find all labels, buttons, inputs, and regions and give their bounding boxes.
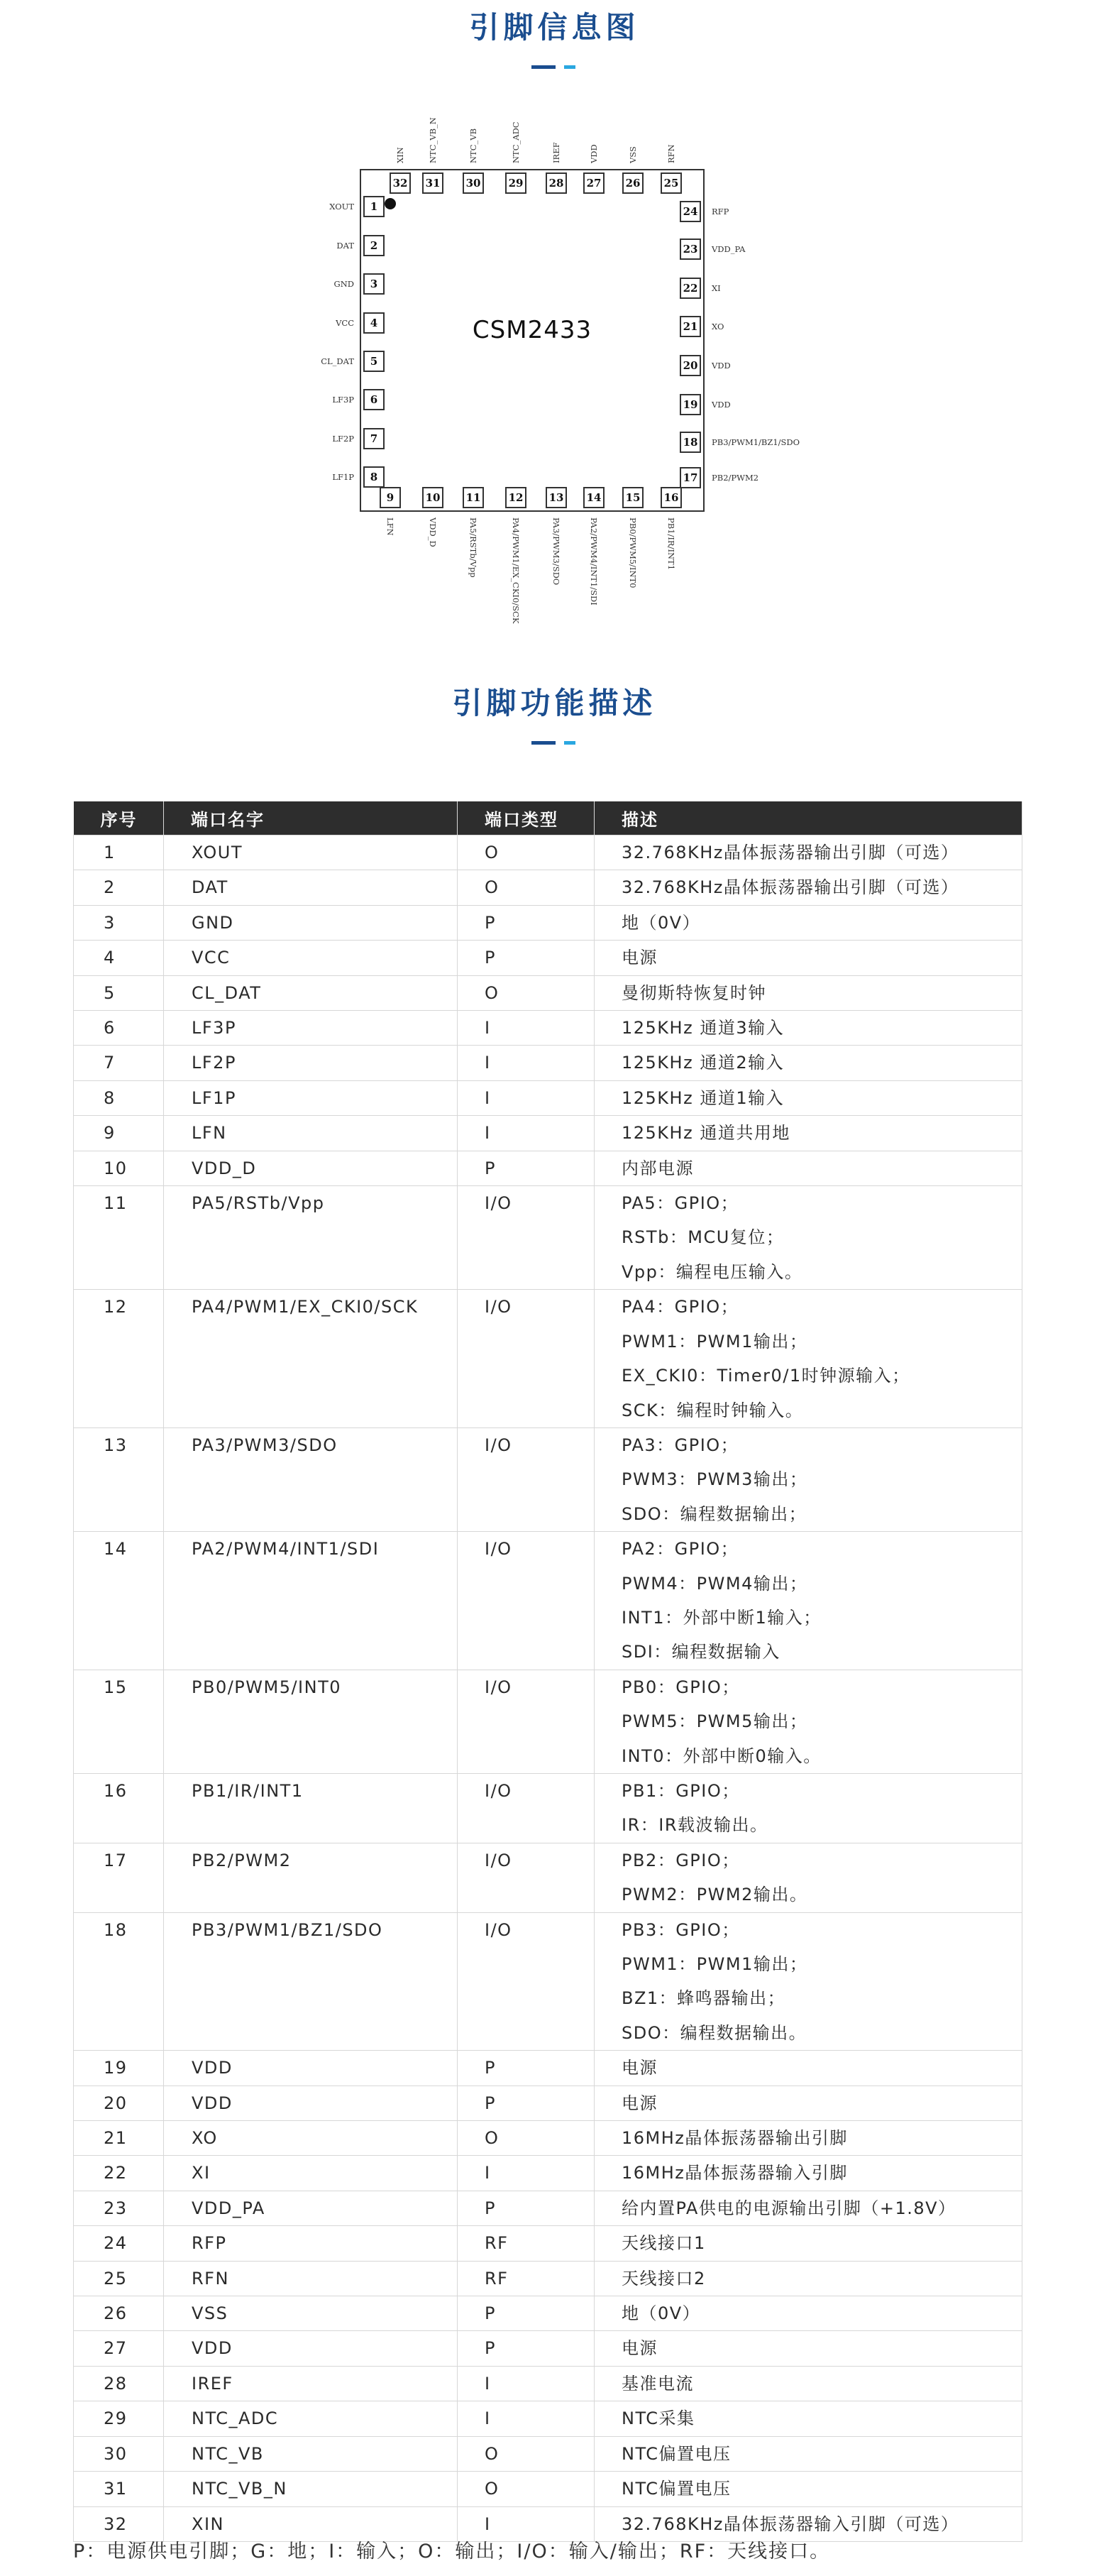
description-line: 32.768KHz晶体振荡器输入引脚（可选） [622, 2514, 959, 2534]
description-cell [595, 1151, 1022, 1185]
description-line: 125KHz 通道1输入 [622, 1087, 785, 1108]
pin-label: LF2P [332, 434, 354, 444]
pin-number-cell: 15 [74, 1670, 164, 1773]
description-line: 电源 [622, 2093, 658, 2113]
pin-number-box: 20 [680, 355, 701, 376]
header-name: 端口名字 [164, 801, 458, 835]
table-row [74, 905, 1022, 940]
port-type-cell: I [458, 2506, 595, 2541]
port-type-cell: I/O [458, 1532, 595, 1670]
table-row [74, 1290, 1022, 1428]
title-underline-light-2 [564, 741, 575, 745]
port-name-cell: LF1P [164, 1080, 458, 1115]
port-name-cell: RFN [164, 2261, 458, 2296]
type-legend: P：电源供电引脚；G：地；I：输入；O：输出；I/O：输入/输出；RF：天线接口。 [73, 2541, 831, 2563]
table-row [74, 2401, 1022, 2436]
pin-function-table [73, 801, 1022, 2542]
description-cell [595, 2121, 1022, 2156]
port-name-cell: PA3/PWM3/SDO [164, 1427, 458, 1531]
port-name-cell: LF3P [164, 1011, 458, 1046]
port-type-cell: P [458, 2191, 595, 2225]
description-cell [595, 2226, 1022, 2261]
pin-label: PB1/IR/INT1 [666, 517, 676, 571]
description-line: 125KHz 通道共用地 [622, 1123, 790, 1144]
pin-label: XO [712, 322, 724, 331]
port-type-cell: RF [458, 2226, 595, 2261]
port-name-cell: VSS [164, 2296, 458, 2331]
port-name-cell: XI [164, 2156, 458, 2191]
port-type-cell: I [458, 1080, 595, 1115]
table-row [74, 2296, 1022, 2331]
port-type-cell: P [458, 2296, 595, 2331]
pin-number-cell: 5 [74, 975, 164, 1010]
table-row [74, 2191, 1022, 2225]
pin-number-box: 4 [363, 312, 385, 334]
port-type-cell: P [458, 941, 595, 975]
description-line: PWM1：PWM1输出； [622, 1331, 808, 1352]
table-header-row [74, 801, 1022, 835]
description-cell [595, 2051, 1022, 2086]
pin-number-cell: 19 [74, 2051, 164, 2086]
port-type-cell: P [458, 1151, 595, 1185]
port-type-cell: O [458, 870, 595, 905]
description-line: PWM4：PWM4输出； [622, 1573, 808, 1594]
description-cell [595, 2086, 1022, 2120]
description-line: 天线接口2 [622, 2268, 706, 2289]
description-line: PB2：GPIO； [622, 1850, 740, 1870]
header-desc: 描述 [595, 801, 1022, 835]
pin-number-cell: 26 [74, 2296, 164, 2331]
table-row [74, 1011, 1022, 1046]
port-type-cell: I/O [458, 1773, 595, 1843]
port-type-cell: I/O [458, 1843, 595, 1912]
pin-number-box: 25 [661, 172, 682, 194]
description-line: 给内置PA供电的电源输出引脚（+1.8V） [622, 2198, 956, 2218]
description-line: PA4：GPIO； [622, 1297, 739, 1317]
pin-number-box: 16 [661, 487, 682, 508]
description-line: IR：IR载波输出。 [622, 1815, 768, 1836]
table-row [74, 1773, 1022, 1843]
pin-label: LFN [385, 517, 395, 536]
pin-number-box: 26 [622, 172, 644, 194]
pin-number-box: 29 [505, 172, 526, 194]
pin-number-cell: 10 [74, 1151, 164, 1185]
description-line: 基准电流 [622, 2373, 694, 2394]
pin-label: RFN [666, 144, 676, 163]
description-line: 16MHz晶体振荡器输入引脚 [622, 2163, 848, 2183]
table-row [74, 835, 1022, 870]
pin-label: PA5/RSTb/Vpp [468, 517, 478, 578]
pin-diagram-title: 引脚信息图 [469, 10, 640, 45]
description-line: PWM5：PWM5输出； [622, 1711, 808, 1732]
description-line: SDO：编程数据输出； [622, 1503, 807, 1524]
pin-number-cell: 20 [74, 2086, 164, 2120]
port-name-cell: PA2/PWM4/INT1/SDI [164, 1532, 458, 1670]
chip-pinout-diagram [0, 0, 1109, 639]
description-cell [595, 975, 1022, 1010]
pin-label: RFP [712, 207, 729, 217]
pin-table-title: 引脚功能描述 [452, 686, 657, 720]
table-row [74, 2436, 1022, 2471]
table-row [74, 2051, 1022, 2086]
pin-number-cell: 12 [74, 1290, 164, 1428]
port-name-cell: XIN [164, 2506, 458, 2541]
description-line: PB1：GPIO； [622, 1780, 740, 1801]
description-line: PA2：GPIO； [622, 1539, 739, 1560]
port-name-cell: NTC_ADC [164, 2401, 458, 2436]
description-line: 电源 [622, 2338, 658, 2359]
port-name-cell: VDD [164, 2331, 458, 2366]
description-line: 地（0V） [622, 912, 701, 933]
pin1-marker-dot [385, 198, 396, 209]
port-type-cell: P [458, 2331, 595, 2366]
pin-label: DAT [336, 241, 354, 251]
pin-number-cell: 2 [74, 870, 164, 905]
description-line: BZ1：蜂鸣器输出； [622, 1988, 786, 2009]
port-type-cell: O [458, 2436, 595, 2471]
pin-number-cell: 23 [74, 2191, 164, 2225]
description-cell [595, 2331, 1022, 2366]
description-cell [595, 1843, 1022, 1912]
pin-number-cell: 1 [74, 835, 164, 870]
description-line: RSTb：MCU复位； [622, 1227, 785, 1248]
description-line: SCK：编程时钟输入。 [622, 1400, 804, 1420]
port-name-cell: NTC_VB_N [164, 2472, 458, 2506]
port-type-cell: O [458, 835, 595, 870]
pin-label: VDD [712, 361, 731, 371]
pin-number-cell: 21 [74, 2121, 164, 2156]
port-name-cell: LFN [164, 1116, 458, 1151]
pin-number-box: 32 [390, 172, 411, 194]
pin-number-box: 11 [463, 487, 484, 508]
port-type-cell: I [458, 2156, 595, 2191]
description-cell [595, 870, 1022, 905]
port-name-cell: LF2P [164, 1046, 458, 1080]
pin-label: LF1P [332, 472, 354, 482]
pin-number-box: 23 [680, 239, 701, 260]
pin-number-cell: 31 [74, 2472, 164, 2506]
pin-label: NTC_VB [468, 128, 478, 163]
pin-label: VCC [336, 318, 354, 328]
description-cell [595, 2472, 1022, 2506]
pin-number-box: 17 [680, 467, 701, 488]
description-line: SDO：编程数据输出。 [622, 2022, 807, 2043]
pin-number-cell: 11 [74, 1186, 164, 1290]
port-name-cell: VDD [164, 2086, 458, 2120]
pin-number-box: 6 [363, 389, 385, 410]
description-cell [595, 1773, 1022, 1843]
table-row [74, 2226, 1022, 2261]
pin-number-box: 5 [363, 351, 385, 372]
pin-label: PA3/PWM3/SDO [551, 517, 561, 586]
description-cell [595, 1046, 1022, 1080]
port-type-cell: P [458, 2086, 595, 2120]
table-row [74, 2366, 1022, 2401]
pin-number-box: 10 [422, 487, 443, 508]
pin-label: VDD_PA [712, 244, 746, 254]
description-line: 32.768KHz晶体振荡器输出引脚（可选） [622, 843, 959, 862]
pin-number-box: 30 [463, 172, 484, 194]
description-cell [595, 1116, 1022, 1151]
description-cell [595, 1912, 1022, 2051]
header-type: 端口类型 [458, 801, 595, 835]
table-row [74, 2331, 1022, 2366]
pin-label: XI [712, 283, 721, 293]
description-cell [595, 1290, 1022, 1428]
port-type-cell: I/O [458, 1427, 595, 1531]
description-cell [595, 2436, 1022, 2471]
pin-label: XOUT [329, 202, 354, 212]
table-row [74, 975, 1022, 1010]
port-type-cell: I/O [458, 1186, 595, 1290]
table-row [74, 1843, 1022, 1912]
pin-number-box: 9 [380, 487, 401, 508]
pin-label: VSS [628, 146, 638, 163]
pin-number-cell: 7 [74, 1046, 164, 1080]
pin-number-box: 8 [363, 466, 385, 488]
description-cell [595, 905, 1022, 940]
description-line: PA5：GPIO； [622, 1193, 739, 1214]
chip-name: CSM2433 [472, 316, 592, 344]
port-type-cell: P [458, 2051, 595, 2086]
pin-label: VDD [589, 144, 599, 163]
pin-number-cell: 17 [74, 1843, 164, 1912]
pin-label: XIN [395, 147, 405, 163]
pin-number-cell: 29 [74, 2401, 164, 2436]
port-name-cell: CL_DAT [164, 975, 458, 1010]
description-cell [595, 941, 1022, 975]
description-cell [595, 2366, 1022, 2401]
pin-number-cell: 13 [74, 1427, 164, 1531]
description-cell [595, 2156, 1022, 2191]
description-line: 32.768KHz晶体振荡器输出引脚（可选） [622, 877, 959, 898]
header-no: 序号 [74, 801, 164, 835]
description-line: INT0：外部中断0输入。 [622, 1745, 822, 1766]
pin-number-cell: 3 [74, 905, 164, 940]
description-line: PB3：GPIO； [622, 1919, 740, 1940]
pin-number-box: 7 [363, 428, 385, 449]
description-line: 天线接口1 [622, 2233, 706, 2254]
pin-label: VDD_D [428, 517, 438, 547]
port-type-cell: I [458, 2401, 595, 2436]
pin-number-box: 1 [363, 196, 385, 217]
description-line: NTC偏置电压 [622, 2479, 732, 2499]
description-cell [595, 1186, 1022, 1290]
pin-number-cell: 24 [74, 2226, 164, 2261]
pin-number-cell: 30 [74, 2436, 164, 2471]
port-name-cell: DAT [164, 870, 458, 905]
pin-label: PB3/PWM1/BZ1/SDO [712, 437, 800, 447]
port-type-cell: I [458, 1011, 595, 1046]
description-line: 125KHz 通道3输入 [622, 1018, 785, 1038]
port-type-cell: I [458, 2366, 595, 2401]
description-line: INT1：外部中断1输入； [622, 1607, 822, 1628]
pin-number-box: 24 [680, 201, 701, 222]
description-cell [595, 2191, 1022, 2225]
description-line: NTC偏置电压 [622, 2443, 732, 2464]
pin-number-box: 13 [546, 487, 567, 508]
table-body [74, 835, 1022, 2542]
table-row [74, 1116, 1022, 1151]
pin-label: NTC_VB_N [428, 117, 438, 163]
port-name-cell: PB1/IR/INT1 [164, 1773, 458, 1843]
port-type-cell: O [458, 2472, 595, 2506]
description-line: PWM3：PWM3输出； [622, 1469, 808, 1490]
description-line: 125KHz 通道2输入 [622, 1053, 785, 1073]
port-name-cell: PB3/PWM1/BZ1/SDO [164, 1912, 458, 2051]
port-name-cell: VDD [164, 2051, 458, 2086]
description-cell [595, 1427, 1022, 1531]
description-line: PWM2：PWM2输出。 [622, 1885, 808, 1905]
pin-number-cell: 28 [74, 2366, 164, 2401]
pin-number-box: 18 [680, 432, 701, 453]
pin-number-cell: 8 [74, 1080, 164, 1115]
table-row [74, 1151, 1022, 1185]
port-name-cell: PA5/RSTb/Vpp [164, 1186, 458, 1290]
port-name-cell: PA4/PWM1/EX_CKI0/SCK [164, 1290, 458, 1428]
description-line: Vpp：编程电压输入。 [622, 1261, 803, 1282]
description-line: 电源 [622, 2058, 658, 2078]
description-cell [595, 1670, 1022, 1773]
port-type-cell: I/O [458, 1670, 595, 1773]
pin-label: CL_DAT [321, 356, 354, 366]
port-type-cell: RF [458, 2261, 595, 2296]
pin-number-box: 14 [583, 487, 605, 508]
pin-label: PB2/PWM2 [712, 473, 759, 483]
port-name-cell: XOUT [164, 835, 458, 870]
pin-label: GND [333, 279, 354, 289]
port-name-cell: VCC [164, 941, 458, 975]
port-name-cell: NTC_VB [164, 2436, 458, 2471]
description-cell [595, 2296, 1022, 2331]
table-row [74, 1427, 1022, 1531]
description-line: EX_CKI0：Timer0/1时钟源输入； [622, 1366, 910, 1386]
pin-number-cell: 32 [74, 2506, 164, 2541]
pin-number-cell: 9 [74, 1116, 164, 1151]
table-row [74, 2121, 1022, 2156]
pin-label: IREF [551, 142, 561, 163]
pin-label: VDD [712, 400, 731, 410]
table-row [74, 2086, 1022, 2120]
description-cell [595, 835, 1022, 870]
description-cell [595, 2261, 1022, 2296]
pin-number-cell: 16 [74, 1773, 164, 1843]
pin-number-cell: 14 [74, 1532, 164, 1670]
port-name-cell: VDD_PA [164, 2191, 458, 2225]
title-underline-dark-2 [531, 741, 556, 745]
pin-number-cell: 22 [74, 2156, 164, 2191]
pin-number-cell: 18 [74, 1912, 164, 2051]
description-line: 16MHz晶体振荡器输出引脚 [622, 2128, 848, 2149]
pin-number-box: 19 [680, 394, 701, 415]
table-row [74, 1080, 1022, 1115]
port-type-cell: I/O [458, 1912, 595, 2051]
port-type-cell: I [458, 1116, 595, 1151]
description-cell [595, 1080, 1022, 1115]
table-row [74, 2156, 1022, 2191]
table-row [74, 941, 1022, 975]
port-type-cell: O [458, 975, 595, 1010]
port-type-cell: O [458, 2121, 595, 2156]
port-name-cell: XO [164, 2121, 458, 2156]
port-name-cell: VDD_D [164, 1151, 458, 1185]
description-line: NTC采集 [622, 2408, 695, 2429]
table-row [74, 1532, 1022, 1670]
description-cell [595, 2401, 1022, 2436]
pin-label: PA2/PWM4/INT1/SDI [589, 517, 599, 605]
pin-number-box: 21 [680, 316, 701, 337]
port-name-cell: PB0/PWM5/INT0 [164, 1670, 458, 1773]
description-cell [595, 1532, 1022, 1670]
description-line: SDI：编程数据输入 [622, 1642, 780, 1662]
pin-label: PB0/PWM5/INT0 [628, 517, 638, 588]
table-row [74, 1186, 1022, 1290]
description-line: 电源 [622, 948, 658, 968]
pin-number-box: 12 [505, 487, 526, 508]
description-line: PB0：GPIO； [622, 1677, 740, 1697]
pin-number-cell: 25 [74, 2261, 164, 2296]
pin-label: LF3P [332, 395, 354, 405]
description-cell [595, 1011, 1022, 1046]
pin-number-cell: 4 [74, 941, 164, 975]
table-row [74, 2472, 1022, 2506]
pin-number-box: 27 [583, 172, 605, 194]
pin-number-box: 2 [363, 235, 385, 256]
port-name-cell: IREF [164, 2366, 458, 2401]
table-row [74, 2261, 1022, 2296]
port-type-cell: I [458, 1046, 595, 1080]
pin-number-cell: 6 [74, 1011, 164, 1046]
pin-number-box: 3 [363, 273, 385, 295]
table-row [74, 870, 1022, 905]
description-line: 地（0V） [622, 2303, 701, 2324]
table-row [74, 1046, 1022, 1080]
pin-number-box: 28 [546, 172, 567, 194]
description-line: 曼彻斯特恢复时钟 [622, 982, 766, 1003]
pin-number-box: 31 [422, 172, 443, 194]
description-line: PA3：GPIO； [622, 1435, 739, 1455]
port-name-cell: GND [164, 905, 458, 940]
pin-number-box: 22 [680, 278, 701, 299]
port-name-cell: PB2/PWM2 [164, 1843, 458, 1912]
port-type-cell: P [458, 905, 595, 940]
description-line: PWM1：PWM1输出； [622, 1954, 808, 1974]
pin-label: PA4/PWM1/EX_CKI0/SCK [511, 517, 521, 624]
pin-number-cell: 27 [74, 2331, 164, 2366]
table-row [74, 1912, 1022, 2051]
description-line: 内部电源 [622, 1158, 694, 1178]
pin-label: NTC_ADC [511, 121, 521, 163]
port-name-cell: RFP [164, 2226, 458, 2261]
port-type-cell: I/O [458, 1290, 595, 1428]
table-row [74, 1670, 1022, 1773]
pin-number-box: 15 [622, 487, 644, 508]
